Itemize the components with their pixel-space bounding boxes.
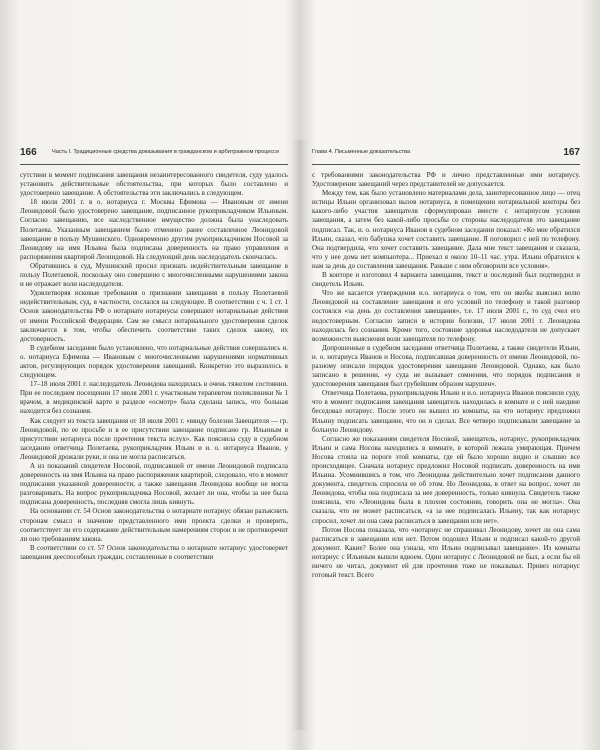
paragraph: 17–18 июля 2001 г. наследодатель Леонидова находилась в очень тяжелом состоянии. При ее последнем посещении 17 июля 2001 г. участковым терапевтом поликлиники № 1 врачом, в медицинской карте в разделе «осмотр» была сделана запись, что больная находится без сознания. (20, 380, 288, 416)
paragraph: Между тем, как было установлено материалами дела, заинтересованное лицо — отец истицы Ильин организовал вызов нотариуса, в помещении нотариальной конторы без какого-либо участия завещателя сформулирован вместе с нотариусом условия завещания, а затем без какой-либо просьбы со стороны наследодателя это завещание подписал. Так, и. о. нотариуса Иванов в судебном заседании показал: «Ко мне обратился Ильин, сказал, что бабушка хочет составить завещание. Я поговорил с ней по телефону. Она подтвердила, что хочет составить завещание. Дала мне текст завещания и сказала, что у нее дома нет компьютера... Приехал я около 10–11 час. утра. Ильин обратился к нам за день до составления завещания. Раньше с ним обговорили все условия». (312, 189, 580, 270)
paragraph: сутствии в момент подписания завещания незаинтересованного свидетеля, суду удалось установить действительные обстоятельства, при которых было составлено и удостоверено завещание. А обстоятельства эти заключались в следующем. (20, 171, 288, 198)
left-page-text (20, 171, 288, 562)
left-page (20, 148, 288, 562)
paragraph: В судебном заседании было установлено, что нотариальные действия совершались и. о. нотариуса Ефимова — Ивановым с многочисленными нарушениями нормативных актов, регулирующих порядок удостоверения завещаний. Конкретно это выразилось в следующем. (20, 343, 288, 380)
paragraph: 18 июля 2001 г. в о. нотариуса г. Москвы Ефимова — Ивановым от имени Леонидовой было удостоверено завещание, подписанное рукоприкладчиком Ильиным. Согласно завещанию, все наследственное имущество должна была унаследовать Полетаева. Указанным завещанием было отменено ранее составленное Леонидовой завещание в пользу Мушинского. Одновременно другим рукоприкладчиком Носовой за Леонидову на имя Ильина была подписана доверенность на право управления и распоряжения квартирой Леонидовой. На следующий день наследодатель скончалась. (20, 198, 288, 261)
left-page-number: 166 (20, 147, 37, 158)
right-page-number: 167 (563, 147, 580, 158)
paragraph: Допрошенные в судебном заседании ответчица Полетаева, а также свидетели Ильин, и. о. нотариуса Иванов и Носова, подписавшая доверенность от имени Леонидовой, по-разному описали порядок удостоверения завещания Леонидовой. Однако, как было записано в решении, «у суда не вызывает сомнения, что порядок подписания и удостоверения завещания был грубейшим образом нарушен». (312, 343, 580, 389)
right-running-title: Глава 4. Письменные доказательства (312, 149, 411, 155)
right-page (312, 148, 580, 580)
paragraph: В конторе и изготовил 4 варианта завещания, текст и последний был подтвердил и свидетель Ильин. (312, 271, 580, 289)
paragraph: А из показаний свидетеля Носовой, подписавшей от имени Леонидовой подписала доверенность на имя Ильина на право распоряжения квартирой, следовало, что в момент подписания указанной доверенности, а также завещания Леонидова вообще не могла разговаривать. На вопрос рукоприкладчика Носовой, желает ли она, чтобы за нее была подписана доверенность, последняя смогла лишь кивнуть. (20, 462, 288, 507)
paragraph: В соответствии со ст. 57 Основ законодательства о нотариате нотариус удостоверяет завещания дееспособных граждан, составленные в соответствии (20, 543, 288, 561)
paragraph: Как следует из текста завещания от 18 июля 2001 г. «ввиду болезни Завещателя — гр. Леонидовой, по ее просьбе и в ее присутствии завещание подписано гр. Ильиным в присутствии нотариуса после прочтения текста вслух». Как пояснила суду в судебном заседании ответчица Полетаева, рукоприкладчик Ильин и и. о. нотариуса Иванов, у Леонидовой дрожали руки, и она не могла расписаться. (20, 416, 288, 461)
page-fold (292, 140, 308, 730)
paragraph: с требованиями законодательства РФ и лично представленные ими нотариусу. Удостоверение завещаний через представителей не допускается. (312, 171, 580, 189)
left-header-rule (20, 164, 288, 165)
paragraph: На основании ст. 54 Основ законодательства о нотариате нотариус обязан разъяснить сторонам смысл и значение представленного ими проекта сделки и проверить, соответствует ли его содержание действительным намерениям сторон и не противоречит ли оно требованиям закона. (20, 507, 288, 543)
paragraph: Обратившись в суд, Мушинский просил признать недействительным завещание в пользу Полетаевой, поскольку оно совершено с многочисленными нарушениями закона и не отражает воли наследодателя. (20, 261, 288, 289)
paragraph: Что же касается утверждения и.о. нотариуса о том, что он якобы выяснял волю Леонидовой на составление завещания и его условий по телефону и такой разговор состоялся «за день до составления завещания», т.е. 17 июля 2001 г., то суд счел его недостоверным. Согласно записи в истории болезни, 17 июля 2001 г. Леонидова находилась без сознания. Кроме того, состояние здоровья наследодателя не допускает возможности выяснения воли завещателя по телефону. (312, 289, 580, 343)
paragraph: Согласно же показаниям свидетеля Носовой, завещатель, нотариус, рукоприкладчик Ильин и сама Носова находились в комнате, в которой лежала умирающая. Причем Носова стояла на пороге этой комнаты, где ей было хорошо видно и слышно все происходящее. Сначала нотариус предложил Носовой подписать доверенность на имя Ильина. Усомнившись в том, что Леонидова действительно хочет подписания данного документа, свидетель спросила ее об этом. Но Леонидова, в ответ на вопрос, хочет ли Леонидова, чтобы она подписала за нее доверенность, только кивнула. Свидетель также пояснила, что «Леонидова была в плохом состоянии, говорить она не могла». Она сказала, что не может расписаться, «а за нее подписалась Ильину, так как нотариус спросил, хочет ли она сама расписаться в завещании или нет». (312, 434, 580, 525)
paragraph: Удовлетворяя исковые требования о признании завещания в пользу Полетаевой недействительным, суд, в частности, сослался на следующее. В соответствии с ч. 1 ст. 1 Основ законодательства РФ о нотариате нотариусы совершают нотариальные действия от имени Российской Федерации. Сам же смысл нотариального удостоверения сделок заключается в том, чтобы обеспечить соответствие таких сделок закону, их достоверность. (20, 289, 288, 343)
right-page-text (312, 171, 580, 580)
right-header-rule (312, 164, 580, 165)
left-page-header (20, 148, 288, 162)
paragraph: Ответчица Полетаева, рукоприкладчик Ильин и и.о. нотариуса Иванов пояснили суду, что в момент подписания завещания завещатель находилась в комнате и с ней наедине беседовал нотариус. После этого он вышел из комнаты, на что нотариус предложил Ильину подписать завещание, что он и сделал. Все четверо подписывали завещание за больную Леонидову. (312, 389, 580, 434)
right-page-header (312, 148, 580, 162)
paragraph: Потом Носова показала, что «нотариус не спрашивал Леонидову, хочет ли она сама расписаться в завещании или нет. Потом подошел Ильин и подписал какой-то другой документ. Какие? Более она узнала, что Ильин подписывал завещание». Из комнаты нотариус с Ильиным вышли вдвоем. Один нотариус с Леонидовой не был, а если бы ей ничего не читал, документ ей для прочтения тоже не показывал. Привез нотариус готовый текст. Всего (312, 525, 580, 580)
left-running-title: Часть I. Традиционные средства доказывания в гражданском и арбитражном процессе (52, 149, 280, 155)
